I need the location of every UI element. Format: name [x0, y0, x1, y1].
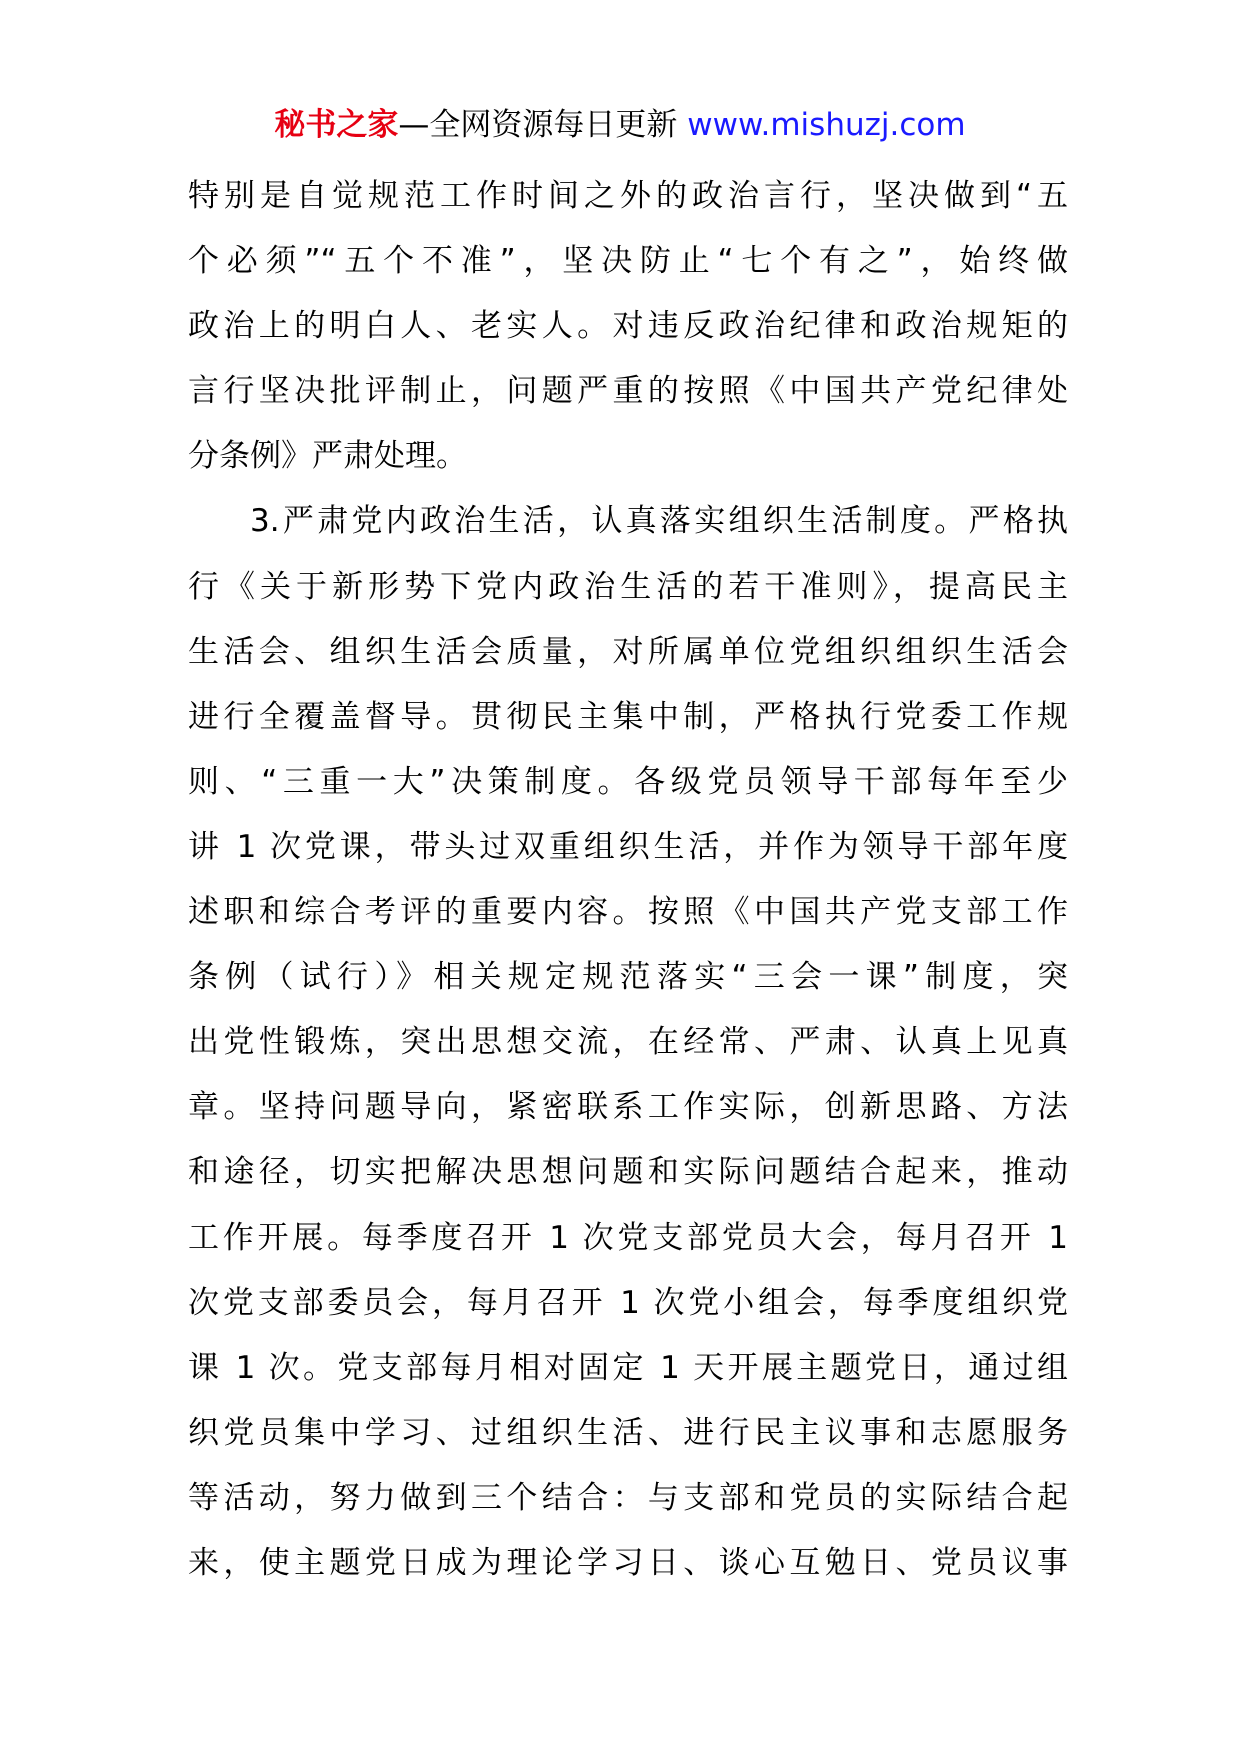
text-line: 政治上的明白人、老实人。对违反政治纪律和政治规矩的 [188, 308, 1068, 345]
text-line: 述职和综合考评的重要内容。按照《中国共产党支部工作 [188, 894, 1068, 931]
text-line: 言行坚决批评制止，问题严重的按照《中国共产党纪律处 [188, 373, 1068, 410]
text-line: 课 1 次。党支部每月相对固定 1 天开展主题党日，通过组 [188, 1349, 1068, 1386]
text-line: 章。坚持问题导向，紧密联系工作实际，创新思路、方法 [188, 1089, 1068, 1126]
text-line: 来，使主题党日成为理论学习日、谈心互勉日、党员议事 [188, 1544, 1068, 1581]
site-tagline: —全网资源每日更新 [398, 107, 688, 143]
text-line: 出党性锻炼，突出思想交流，在经常、严肃、认真上见真 [188, 1024, 1068, 1061]
text-line: 则、“三重一大”决策制度。各级党员领导干部每年至少 [188, 763, 1068, 800]
text-line: 个必须”“五个不准”，坚决防止“七个有之”，始终做 [188, 243, 1068, 280]
document-body [188, 164, 1068, 1596]
text-line: 条例（试行）》相关规定规范落实“三会一课”制度，突 [188, 959, 1068, 996]
site-url-link[interactable]: www.mishuzj.com [687, 107, 966, 143]
page-header [0, 100, 1240, 150]
text-line: 工作开展。每季度召开 1 次党支部党员大会，每月召开 1 [188, 1219, 1068, 1256]
text-line: 织党员集中学习、过组织生活、进行民主议事和志愿服务 [188, 1414, 1068, 1451]
text-line: 特别是自觉规范工作时间之外的政治言行，坚决做到“五 [188, 178, 1068, 214]
text-line: 次党支部委员会，每月召开 1 次党小组会，每季度组织党 [188, 1284, 1068, 1321]
text-line: 和途径，切实把解决思想问题和实际问题结合起来，推动 [188, 1154, 1068, 1191]
site-brand: 秘书之家 [274, 107, 399, 143]
text-line: 生活会、组织生活会质量，对所属单位党组织组织生活会 [188, 633, 1068, 670]
text-line: 讲 1 次党课，带头过双重组织生活，并作为领导干部年度 [188, 828, 1068, 865]
text-line: 行《关于新形势下党内政治生活的若干准则》，提高民主 [188, 568, 1068, 605]
section-heading-line: 3.严肃党内政治生活，认真落实组织生活制度。严格执 [250, 503, 1068, 540]
text-line: 分条例》严肃处理。 [188, 438, 467, 475]
text-line: 等活动，努力做到三个结合：与支部和党员的实际结合起 [188, 1479, 1068, 1516]
text-line: 进行全覆盖督导。贯彻民主集中制，严格执行党委工作规 [188, 698, 1068, 735]
